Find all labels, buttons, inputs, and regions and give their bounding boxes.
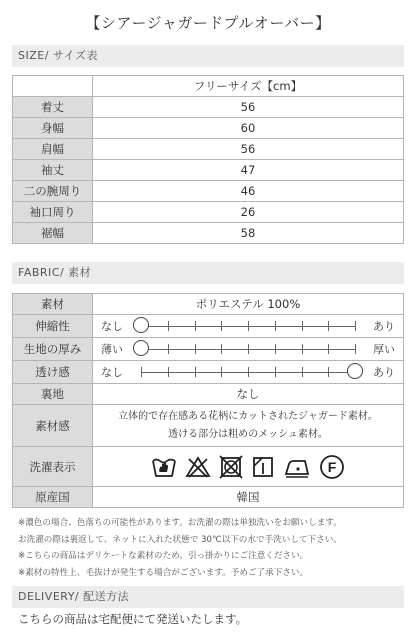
- page-title: 【シアージャガードプルオーバー】: [85, 14, 331, 32]
- thickness-scale-tick: [302, 344, 303, 354]
- sheerness-right-label: あり: [373, 366, 395, 379]
- stretch-right-label: あり: [373, 320, 395, 333]
- thickness-scale-tick: [248, 344, 249, 354]
- size-row-label: 肩幅: [13, 139, 93, 160]
- note-line: ※素材の特性上、毛抜けが発生する場合がございます。予めご了承下さい。: [18, 567, 309, 578]
- note-line: ※濃色の場合、色落ちの可能性があります。お洗濯の際は単独洗いをお願いします。: [18, 518, 342, 528]
- lining-value: なし: [93, 384, 404, 405]
- table-row: [13, 447, 404, 487]
- note-line: お洗濯の際は裏返して、ネットに入れた状態で 30℃以下の水で手洗いして下さい。: [18, 534, 342, 545]
- stretch-scale-tick: [248, 321, 249, 331]
- stretch-scale-tick: [355, 321, 356, 331]
- stretch-scale-tick: [168, 321, 169, 331]
- table-row: [13, 160, 404, 181]
- size-column-header: フリーサイズ【cm】: [93, 76, 404, 97]
- no-bleach-icon: [185, 455, 211, 479]
- texture-line-1: 立体的で存在感ある花柄にカットされたジャガード素材。: [118, 410, 378, 422]
- thickness-track: [141, 341, 355, 357]
- sheerness-left-label: なし: [101, 366, 123, 379]
- stretch-left-label: なし: [101, 320, 123, 333]
- dry-clean-letter: F: [327, 458, 337, 475]
- size-row-value: 56: [93, 97, 404, 118]
- size-row-label: 裾幅: [13, 223, 93, 244]
- fabric-section-heading: FABRIC/ 素材: [12, 262, 404, 284]
- origin-label: 原産国: [13, 487, 93, 508]
- no-tumble-dry-icon: [219, 455, 243, 479]
- thickness-cell: [93, 338, 404, 361]
- size-section-heading: SIZE/ サイズ表: [12, 45, 404, 67]
- table-row: [13, 384, 404, 405]
- size-row-value: 46: [93, 181, 404, 202]
- sheerness-scale-tick: [275, 367, 276, 377]
- thickness-scale-tick: [355, 344, 356, 354]
- texture-value: [93, 405, 404, 447]
- delivery-section-heading: DELIVERY/ 配送方法: [12, 586, 404, 608]
- sheerness-scale-tick: [302, 367, 303, 377]
- size-row-value: 58: [93, 223, 404, 244]
- lining-label: 裏地: [13, 384, 93, 405]
- table-row: [13, 487, 404, 508]
- care-label: 洗濯表示: [13, 447, 93, 487]
- texture-line-2: 透ける部分は粗めのメッシュ素材。: [168, 428, 328, 440]
- size-row-value: 56: [93, 139, 404, 160]
- care-symbols: [93, 447, 404, 487]
- stretch-cell: [93, 315, 404, 338]
- size-row-label: 着丈: [13, 97, 93, 118]
- origin-value: 韓国: [93, 487, 404, 508]
- stretch-scale-tick: [302, 321, 303, 331]
- texture-label: 素材感: [13, 405, 93, 447]
- sheerness-scale: [93, 364, 403, 380]
- thickness-right-label: 厚い: [373, 343, 395, 356]
- table-row: [13, 223, 404, 244]
- care-notes: [18, 515, 342, 581]
- stretch-scale: [93, 318, 403, 334]
- sheerness-cell: [93, 361, 404, 384]
- stretch-scale-tick: [275, 321, 276, 331]
- iron-low-icon: [283, 455, 311, 479]
- table-row: [13, 97, 404, 118]
- stretch-scale-tick: [195, 321, 196, 331]
- stretch-scale-tick: [328, 321, 329, 331]
- table-row: [13, 139, 404, 160]
- sheerness-track: [141, 364, 355, 380]
- sheerness-scale-tick: [141, 367, 142, 377]
- thickness-scale: [93, 341, 403, 357]
- size-row-value: 47: [93, 160, 404, 181]
- size-row-label: 袖口周り: [13, 202, 93, 223]
- line-dry-shade-icon: [251, 455, 275, 479]
- table-row: [13, 181, 404, 202]
- thickness-scale-tick: [275, 344, 276, 354]
- size-table-corner: [13, 76, 93, 97]
- thickness-label: 生地の厚み: [13, 338, 93, 361]
- size-table: [12, 75, 404, 244]
- sheerness-scale-tick: [168, 367, 169, 377]
- thickness-scale-tick: [168, 344, 169, 354]
- sheerness-scale-tick: [248, 367, 249, 377]
- size-row-label: 身幅: [13, 118, 93, 139]
- table-row: [13, 338, 404, 361]
- sheerness-scale-tick: [328, 367, 329, 377]
- sheerness-scale-tick: [221, 367, 222, 377]
- size-row-value: 60: [93, 118, 404, 139]
- material-value: ポリエステル 100%: [93, 294, 404, 315]
- thickness-scale-tick: [328, 344, 329, 354]
- size-row-label: 袖丈: [13, 160, 93, 181]
- table-row: [13, 118, 404, 139]
- table-row: [13, 361, 404, 384]
- stretch-scale-tick: [221, 321, 222, 331]
- sheerness-indicator: [347, 363, 363, 379]
- thickness-scale-tick: [195, 344, 196, 354]
- size-row-label: 二の腕周り: [13, 181, 93, 202]
- thickness-indicator: [133, 340, 149, 356]
- fabric-table: [12, 293, 404, 508]
- size-row-value: 26: [93, 202, 404, 223]
- stretch-label: 伸縮性: [13, 315, 93, 338]
- thickness-left-label: 薄い: [101, 343, 123, 356]
- stretch-indicator: [133, 317, 149, 333]
- dry-clean-f-icon: [319, 454, 345, 480]
- sheerness-label: 透け感: [13, 361, 93, 384]
- table-row: [13, 315, 404, 338]
- table-row: [13, 294, 404, 315]
- thickness-scale-tick: [221, 344, 222, 354]
- sheerness-scale-tick: [195, 367, 196, 377]
- delivery-text: こちらの商品は宅配便にて発送いたします。: [18, 612, 248, 626]
- note-line: ※こちらの商品はデリケートな素材のため、引っ掛かりにご注意ください。: [18, 551, 309, 561]
- hand-wash-30-icon: [151, 455, 177, 479]
- table-row: [13, 202, 404, 223]
- material-label: 素材: [13, 294, 93, 315]
- stretch-track: [141, 318, 355, 334]
- table-row: [13, 405, 404, 447]
